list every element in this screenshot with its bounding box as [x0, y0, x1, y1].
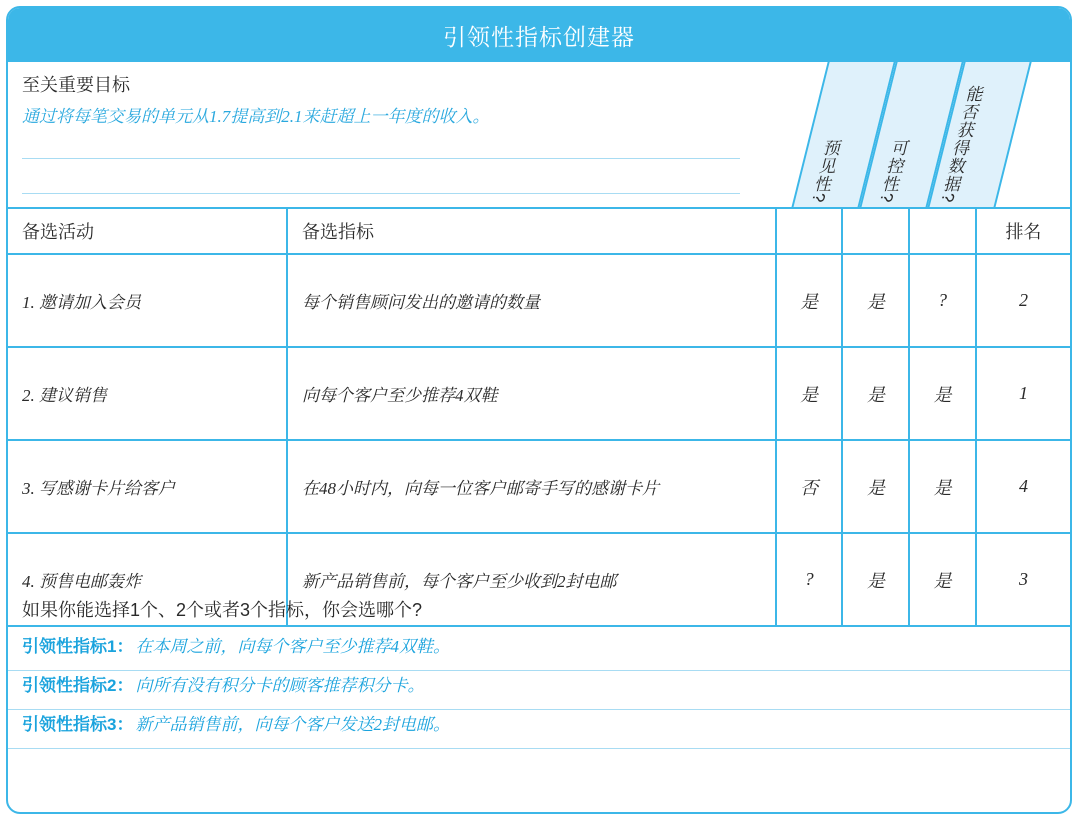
- cell-indicator[interactable]: 向每个客户至少推荐4双鞋: [288, 348, 777, 439]
- objective-label: 至关重要目标: [22, 75, 130, 95]
- column-header-controllable-spacer: [843, 209, 910, 253]
- page-title-bar: [8, 8, 1070, 62]
- cell-predictive[interactable]: 是: [777, 348, 844, 439]
- cell-activity[interactable]: 1. 邀请加入会员: [8, 255, 288, 346]
- cell-predictive[interactable]: ?: [777, 534, 844, 625]
- lead-measure-value[interactable]: 向所有没有积分卡的顾客推荐积分卡。: [135, 676, 425, 695]
- cell-predictive[interactable]: 是: [777, 255, 844, 346]
- worksheet-sheet: [6, 6, 1072, 814]
- column-header-indicator: 备选指标: [288, 209, 777, 253]
- cell-indicator[interactable]: 在48小时内，向每一位客户邮寄手写的感谢卡片: [288, 441, 777, 532]
- cell-rank[interactable]: 4: [1018, 476, 1028, 496]
- cell-controllable[interactable]: 是: [843, 534, 910, 625]
- column-header-predictive-spacer: [777, 209, 844, 253]
- table-row: [8, 255, 1070, 348]
- objective-writing-line: [22, 158, 740, 159]
- criteria-label-predictive: 预见性?: [807, 138, 843, 203]
- table-row: [8, 348, 1070, 441]
- objective-block: [8, 62, 791, 209]
- cell-rank[interactable]: 3: [1018, 569, 1028, 589]
- cell-controllable[interactable]: 是: [843, 255, 910, 346]
- cell-measurable[interactable]: 是: [910, 348, 977, 439]
- lead-measure-label: 引领性指标1：: [22, 637, 134, 656]
- cell-controllable[interactable]: 是: [843, 348, 910, 439]
- lead-measure-row-2: [8, 671, 1070, 710]
- cell-rank[interactable]: 2: [1018, 290, 1028, 310]
- lead-measure-row-1: [8, 632, 1070, 671]
- criteria-label-wrap: [927, 62, 995, 209]
- objective-writing-line: [22, 193, 740, 194]
- objective-value[interactable]: 通过将每笔交易的单元从1.7提高到2.1来赶超上一年度的收入。: [22, 107, 490, 126]
- criteria-label-wrap: [791, 62, 859, 209]
- lead-measure-label: 引领性指标3：: [22, 715, 134, 734]
- cell-rank[interactable]: 1: [1018, 383, 1028, 403]
- lead-measure-row-3: [8, 710, 1070, 749]
- column-header-measurable-spacer: [910, 209, 977, 253]
- table-header-row: [8, 209, 1070, 255]
- table-row: [8, 441, 1070, 534]
- cell-measurable[interactable]: 是: [910, 441, 977, 532]
- cell-measurable[interactable]: 是: [910, 534, 977, 625]
- cell-predictive[interactable]: 否: [777, 441, 844, 532]
- footer-question: 如果你能选择1个、2个或者3个指标，你会选哪个?: [22, 600, 423, 620]
- column-header-activity: 备选活动: [8, 209, 288, 253]
- cell-indicator[interactable]: 新产品销售前，每个客户至少收到2封电邮: [288, 534, 777, 625]
- cell-indicator[interactable]: 每个销售顾问发出的邀请的数量: [288, 255, 777, 346]
- criteria-label-controllable: 可控性?: [875, 138, 911, 203]
- criteria-label-wrap: [859, 62, 927, 209]
- cell-activity[interactable]: 4. 预售电邮轰炸: [8, 534, 288, 625]
- criteria-header-area: [791, 62, 1072, 209]
- page-title: 引领性指标创建器: [443, 23, 635, 50]
- cell-activity[interactable]: 2. 建议销售: [8, 348, 288, 439]
- cell-activity[interactable]: 3. 写感谢卡片给客户: [8, 441, 288, 532]
- lead-measure-label: 引领性指标2：: [22, 676, 134, 695]
- lead-measure-value[interactable]: 新产品销售前，向每个客户发送2封电邮。: [135, 715, 450, 734]
- footer-section: [8, 582, 1070, 749]
- cell-measurable[interactable]: ?: [910, 255, 977, 346]
- column-header-rank: 排名: [1005, 222, 1042, 242]
- cell-controllable[interactable]: 是: [843, 441, 910, 532]
- criteria-label-measurable: 能否获得数据?: [936, 84, 986, 203]
- indicator-table: [8, 209, 1070, 627]
- lead-measure-value[interactable]: 在本周之前，向每个客户至少推荐4双鞋。: [135, 637, 450, 656]
